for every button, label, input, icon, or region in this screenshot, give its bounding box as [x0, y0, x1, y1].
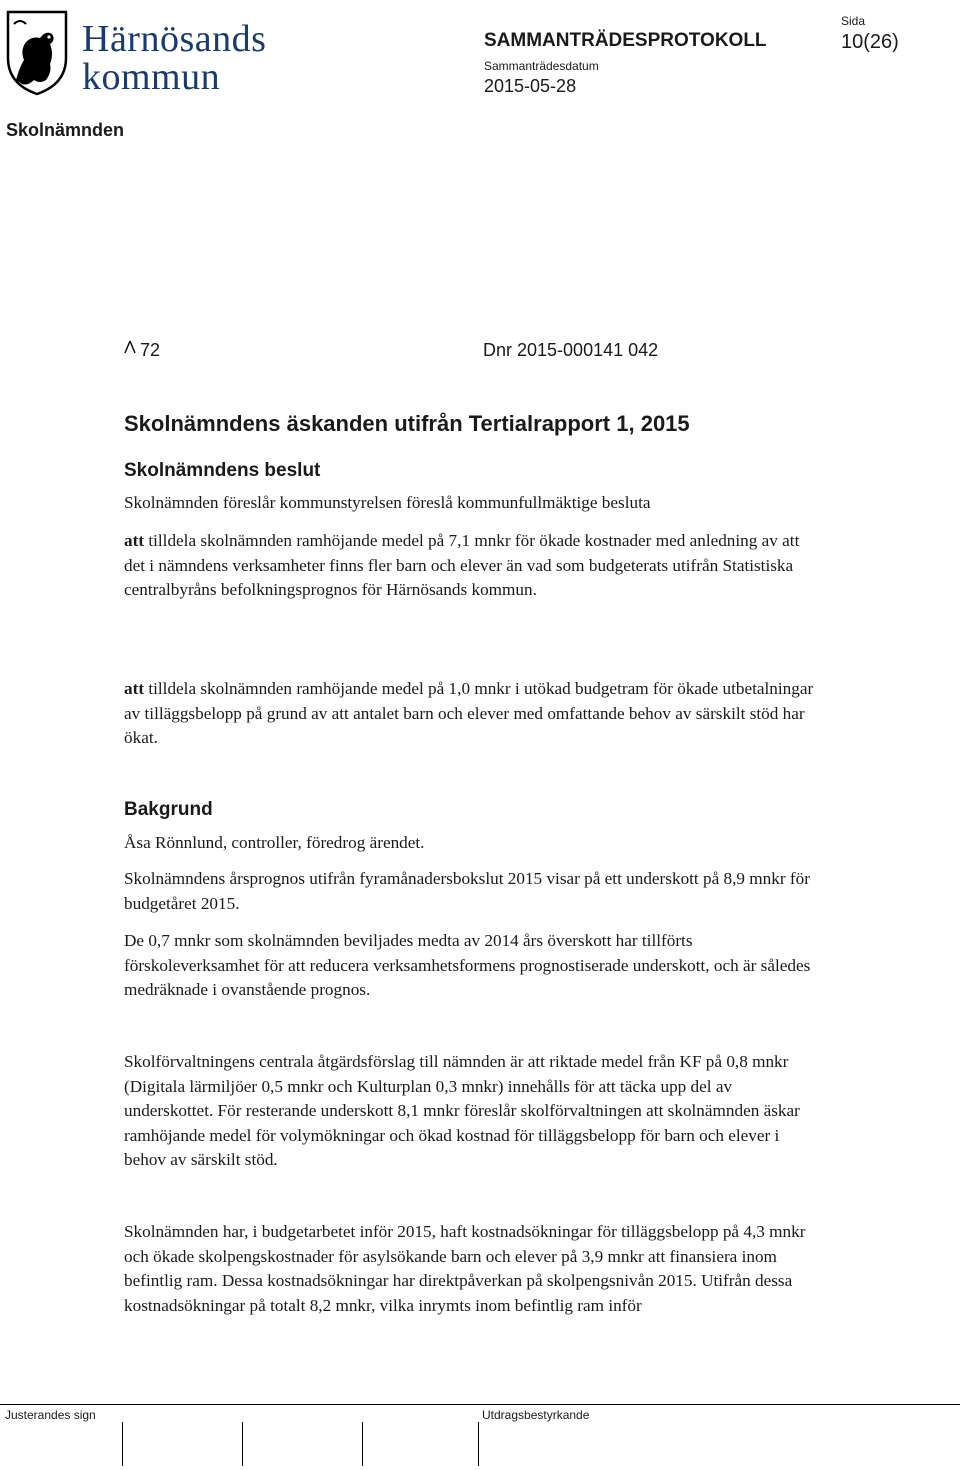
meeting-date: 2015-05-28 [484, 76, 577, 96]
utdragsbestyrkande-label: Utdragsbestyrkande [482, 1408, 590, 1422]
decision-point-1 [124, 529, 824, 603]
background-paragraph-4: Skolförvaltningens centrala åtgärdsförslag till nämnden är att riktade medel från KF på 0,8 mnkr (Digitala lärmiljöer 0,5 mnkr och Kulturplan 0,3 mnkr) innehålls för att täcka upp del av underskottet. För resterande underskott 8,1 mnkr föreslår skolförvaltningen att skolnämnden äskar ramhöjande medel för volymökningar och ökad kostnad för tilläggsbelopp för barn och elever i behov av särskilt stöd. [124, 1052, 800, 1170]
section-sign-icon [124, 340, 136, 358]
protocol-title: SAMMANTRÄDESPROTOKOLL [484, 30, 767, 51]
coat-of-arms-logo [6, 10, 68, 96]
footer-divider [0, 1404, 960, 1405]
department-name: Skolnämnden [6, 120, 125, 140]
signature-box-divider [242, 1422, 243, 1466]
background-paragraph-3: De 0,7 mnkr som skolnämnden beviljades medta av 2014 års överskott har tillförts förskoleverksamhet för att reducera verksamhetsformens prognostiserade underskott, och är således medräknade i ovanstående prognos. [124, 931, 811, 1000]
att-keyword: att [124, 531, 145, 550]
page-number: 10(26) [841, 31, 899, 53]
signature-box-divider [478, 1422, 479, 1466]
item-title: Skolnämndens äskanden utifrån Tertialrapport 1, 2015 [124, 411, 690, 436]
municipality-name-line2: kommun [82, 56, 221, 98]
section-number: 72 [140, 340, 161, 360]
background-heading: Bakgrund [124, 799, 213, 820]
decision-heading: Skolnämndens beslut [124, 460, 321, 481]
background-paragraph-2: Skolnämndens årsprognos utifrån fyramånadersbokslut 2015 visar på ett underskott på 8,9 mnkr för budgetåret 2015. [124, 869, 810, 913]
decision-point-2-text: tilldela skolnämnden ramhöjande medel på 1,0 mnkr i utökad budgetram för ökade utbetalningar av tilläggsbelopp på grund av att antalet barn och elever med omfattande behov av särskilt stöd har ökat. [124, 679, 814, 748]
signature-box-divider [122, 1422, 123, 1466]
date-label: Sammanträdesdatum [484, 59, 599, 73]
decision-point-2 [124, 677, 824, 751]
signature-box-divider [362, 1422, 363, 1466]
decision-point-1-text: tilldela skolnämnden ramhöjande medel på 7,1 mnkr för ökade kostnader med anledning av att det i nämndens verksamheter finns fler barn och elever än vad som budgeterats utifrån Statistiska centralbyråns befolkningsprognos för Härnösands kommun. [124, 531, 800, 600]
diary-number: Dnr 2015-000141 042 [483, 340, 659, 360]
decision-intro: Skolnämnden föreslår kommunstyrelsen föreslå kommunfullmäktige besluta [124, 493, 651, 512]
municipality-name-line1: Härnösands [82, 18, 267, 60]
page-label: Sida [841, 14, 866, 28]
background-paragraph-1: Åsa Rönnlund, controller, föredrog ärendet. [124, 833, 425, 852]
att-keyword: att [124, 679, 145, 698]
background-paragraph-5: Skolnämnden har, i budgetarbetet inför 2015, haft kostnadsökningar för tilläggsbelopp på 4,3 mnkr och ökade skolpengskostnader för asylsökande barn och elever på 3,9 mnkr att finansiera inom befintlig ram. Dessa kostnadsökningar har direktpåverkan på skolpengsnivån 2015. Utifrån dessa kostnadsökningar på totalt 8,2 mnkr, vilka inrymts inom befintlig ram inför [124, 1222, 806, 1315]
justerandes-sign-label: Justerandes sign [5, 1408, 96, 1422]
